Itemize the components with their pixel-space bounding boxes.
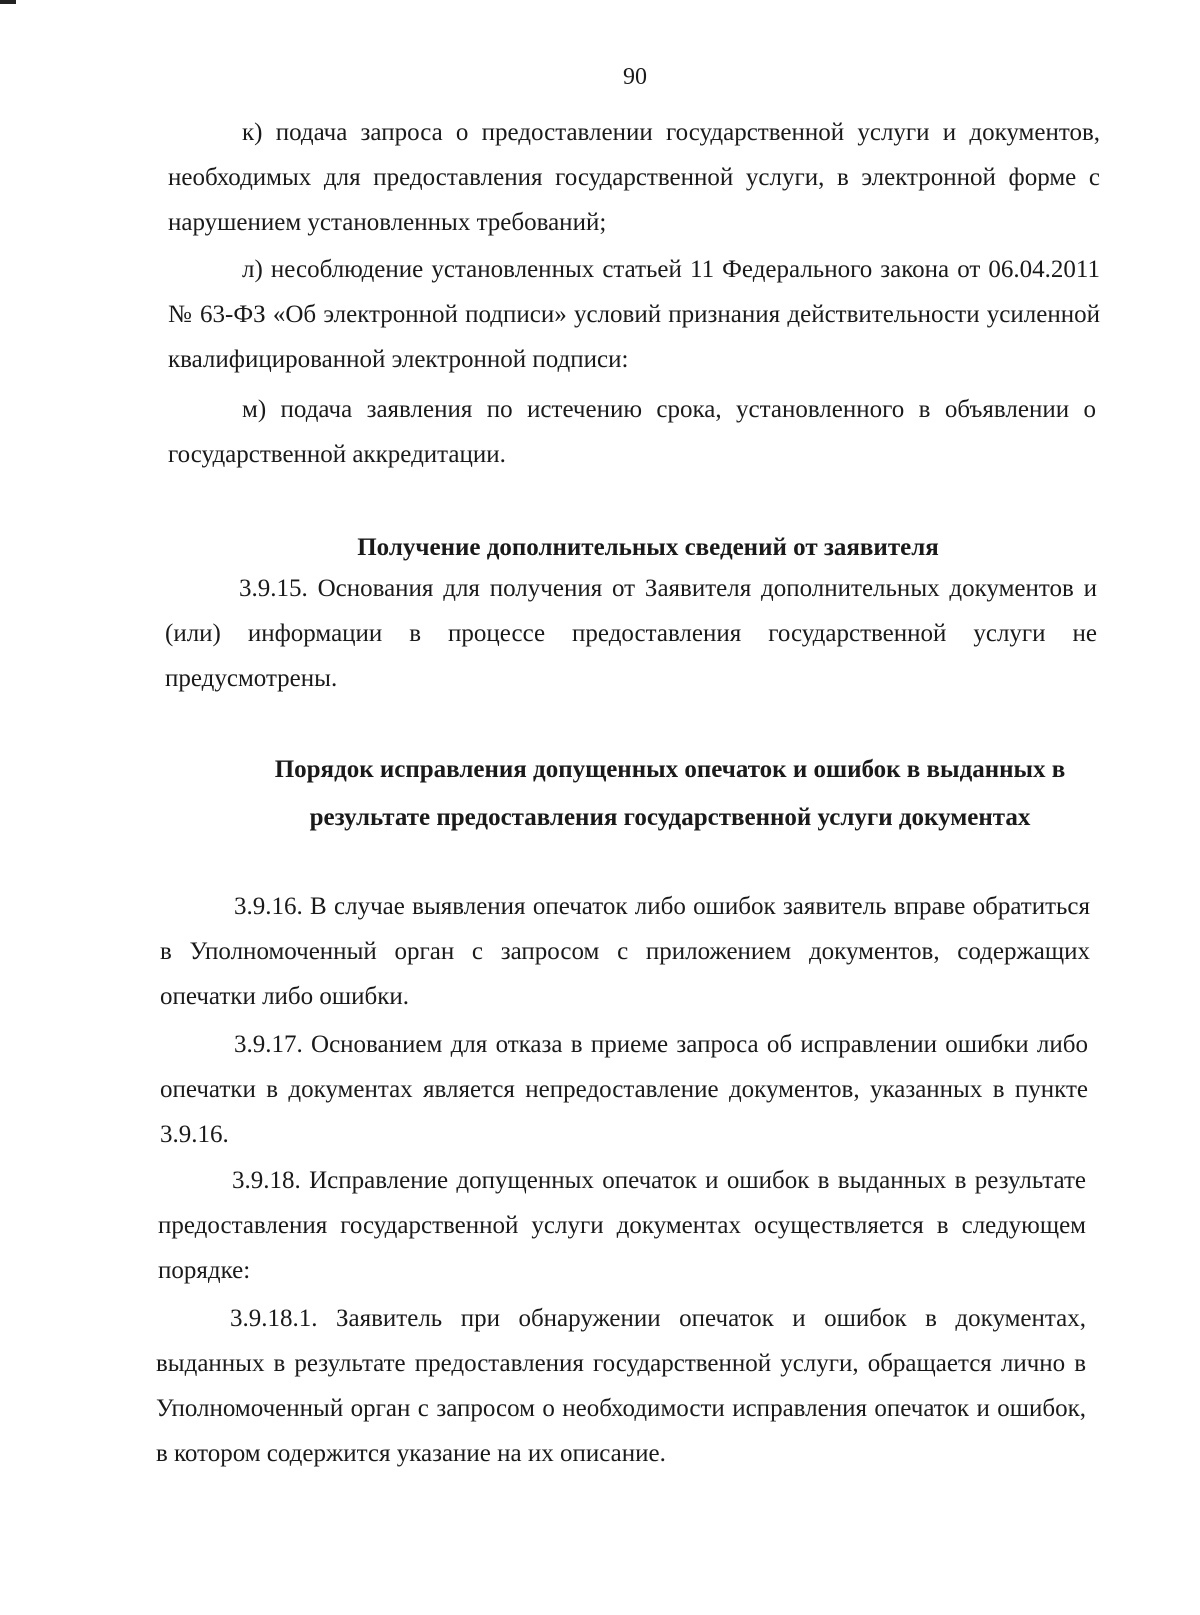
page-number: 90 xyxy=(623,64,647,90)
paragraph-m: м) подача заявления по истечению срока, установленного в объявлении о государственной аккредитации. xyxy=(168,396,1096,468)
paragraph-3-9-18-1: 3.9.18.1. Заявитель при обнаружении опечаток и ошибок в документах, выданных в результате предоставления государственной услуги, обращается лично в Уполномоченный орган с запросом о необходимости исправления опечаток и ошибок, в котором содержится указание на их описание. xyxy=(156,1305,1086,1467)
paragraph-3-9-18: 3.9.18. Исправление допущенных опечаток и ошибок в выданных в результате предоставления государственной услуги документах осуществляется в следующем порядке: xyxy=(158,1167,1086,1284)
paragraph-3-9-17: 3.9.17. Основанием для отказа в приеме запроса об исправлении ошибки либо опечатки в документах является непредоставление документов, указанных в пункте 3.9.16. xyxy=(160,1031,1088,1148)
heading-additional-info: Получение дополнительных сведений от заявителя xyxy=(357,534,939,561)
paragraph-k: к) подача запроса о предоставлении государственной услуги и документов, необходимых для предоставления государственной услуги, в электронной форме с нарушением установленных требований; xyxy=(168,119,1100,236)
heading-corrections: Порядок исправления допущенных опечаток и ошибок в выданных в результате предоставления государственной услуги документах xyxy=(274,756,1066,831)
paragraph-3-9-16: 3.9.16. В случае выявления опечаток либо ошибок заявитель вправе обратиться в Уполномоченный орган с запросом с приложением документов, содержащих опечатки либо ошибки. xyxy=(160,893,1090,1010)
paragraph-l: л) несоблюдение установленных статьей 11 Федерального закона от 06.04.2011 № 63-ФЗ «Об электронной подписи» условий признания действительности усиленной квалифицированной электронной подписи: xyxy=(168,256,1100,373)
scan-corner-mark xyxy=(0,0,16,4)
paragraph-3-9-15: 3.9.15. Основания для получения от Заявителя дополнительных документов и (или) информации в процессе предоставления государственной услуги не предусмотрены. xyxy=(165,575,1097,692)
